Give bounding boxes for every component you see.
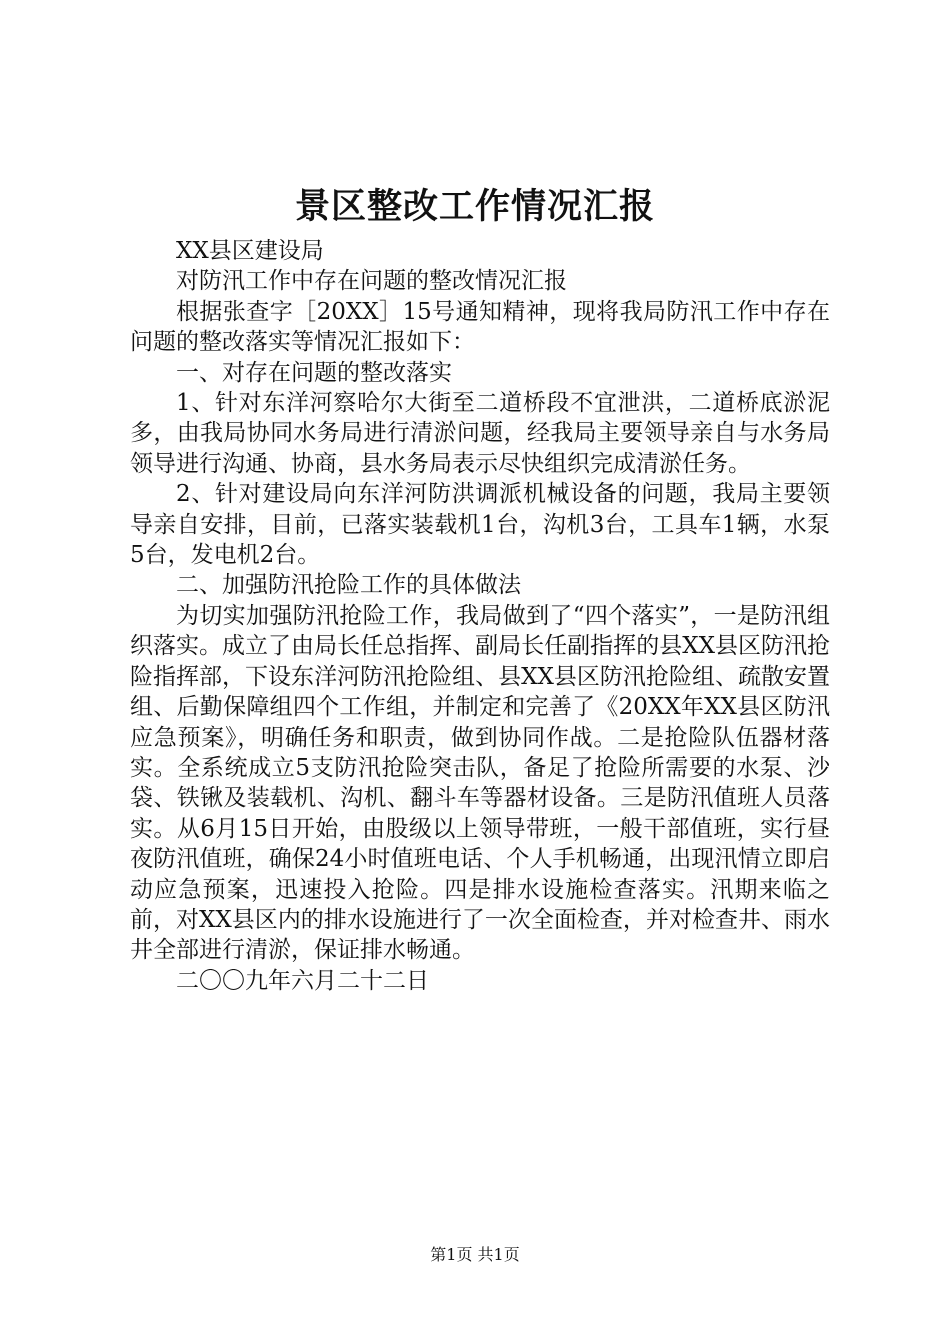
section-heading-2: 二、加强防汛抢险工作的具体做法: [176, 572, 521, 599]
paragraph-item-1: 1、针对东洋河察哈尔大街至二道桥段不宜泄洪，二道桥底淤泥多，由我局协同水务局进行清淤问题，经我局主要领导亲自与水务局领导进行沟通、协商，县水务局表示尽快组织完成清淤任务。: [130, 390, 830, 477]
measures-paragraph: 为切实加强防汛抢险工作，我局做到了“四个落实”，一是防汛组织落实。成立了由局长任总指挥、副局长任副指挥的县XX县区防汛抢险指挥部，下设东洋河防汛抢险组、县XX县区防汛抢险组、疏散安置组、后勤保障组四个工作组，并制定和完善了《20XX年XX县区防汛应急预案》，明确任务和职责，做到协同作战。二是抢险队伍器材落实。全系统成立5支防汛抢险突击队，备足了抢险所需要的水泵、沙袋、铁锹及装载机、沟机、翻斗车等器材设备。三是防汛值班人员落实。从6月15日开始，由股级以上领导带班，一般干部值班，实行昼夜防汛值班，确保24小时值班电话、个人手机畅通，出现汛情立即启动应急预案，迅速投入抢险。四是排水设施检查落实。汛期来临之前，对XX县区内的排水设施进行了一次全面检查，并对检查井、雨水井全部进行清淤，保证排水畅通。: [130, 602, 830, 964]
report-subtitle: 对防汛工作中存在问题的整改情况汇报: [176, 268, 567, 295]
paragraph-item-2: 2、针对建设局向东洋河防洪调派机械设备的问题，我局主要领导亲自安排，目前，已落实装载机1台，沟机3台，工具车1辆，水泵5台，发电机2台。: [130, 481, 830, 569]
date-line: 二〇〇九年六月二十二日: [176, 967, 429, 994]
page-footer: 第1页 共1页: [430, 1245, 520, 1264]
section-heading-1: 一、对存在问题的整改落实: [176, 359, 452, 386]
intro-paragraph: 根据张查字［20XX］15号通知精神，现将我局防汛工作中存在问题的整改落实等情况汇报如下：: [130, 298, 830, 356]
document-title: 景区整改工作情况汇报: [294, 186, 655, 227]
document-body: [130, 236, 830, 996]
addressee-line: XX县区建设局: [176, 238, 324, 264]
